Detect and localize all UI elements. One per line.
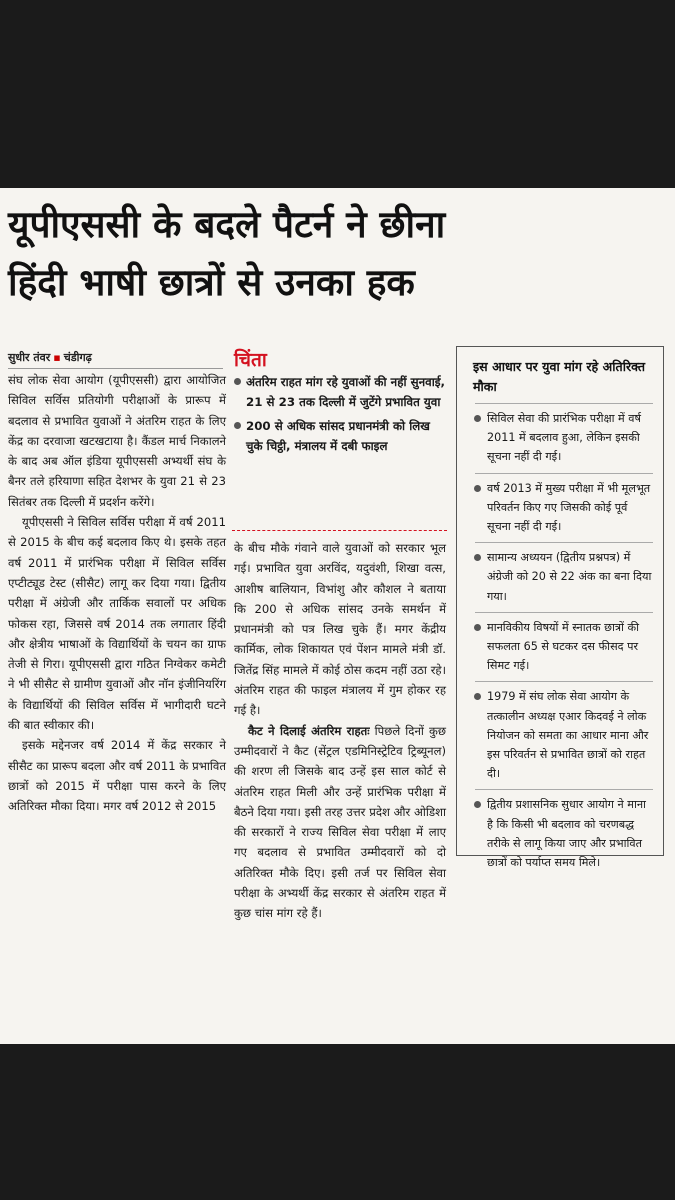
sidebar-divider xyxy=(475,542,653,543)
byline-place: चंडीगढ़ xyxy=(63,351,92,364)
sidebar-item: सामान्य अध्ययन (द्वितीय प्रश्नपत्र) में अंग्रेजी को 20 से 22 अंक का बना दिया गया। xyxy=(487,548,653,606)
byline-author: सुधीर तंवर xyxy=(8,351,51,364)
sidebar-divider xyxy=(475,789,653,790)
section-label: चिंता xyxy=(234,349,267,371)
highlights-list xyxy=(232,372,447,460)
article-paragraph: के बीच मौके गंवाने वाले युवाओं को सरकार भूल गई। प्रभावित युवा अरविंद, यदुवंशी, शिखा वत्स, आशीष बालियान, विभांशु और कौशल ने बताया कि 200 से अधिक सांसद उनके समर्थन में प्रधानमंत्री को पत्र लिख चुके हैं। मगर केंद्रीय कार्मिक, लोक शिकायत एवं पेंशन मामले मंत्री डॉ. जितेंद्र सिंह मामले में कोई ठोस कदम नहीं उठा रहे। अंतरिम राहत की फाइल मंत्रालय में गुम होकर रह गई है। xyxy=(234,541,446,718)
article-column-2 xyxy=(234,538,446,924)
byline xyxy=(8,350,223,369)
subheading: कैट ने दिलाई अंतरिम राहतः xyxy=(248,723,370,738)
sidebar-item: द्वितीय प्रशासनिक सुधार आयोग ने माना है कि किसी भी बदलाव को चरणबद्ध तरीके से लागू किया जाए और प्रभावित छात्रों को पर्याप्त समय मिले। xyxy=(487,795,653,872)
sidebar-item: 1979 में संघ लोक सेवा आयोग के तत्कालीन अध्यक्ष एआर किदवई ने लोक नियोजन को समता का आधार माना और इस परिवर्तन से प्रभावित छात्रों को राहत दी। xyxy=(487,687,653,783)
sidebar-item: सिविल सेवा की प्रारंभिक परीक्षा में वर्ष 2011 में बदलाव हुआ, लेकिन इसकी सूचना नहीं दी गई। xyxy=(487,409,653,467)
dashed-divider xyxy=(232,530,447,531)
headline xyxy=(8,196,668,312)
article-paragraph: संघ लोक सेवा आयोग (यूपीएससी) द्वारा आयोजित सिविल सर्विस प्रतियोगी परीक्षाओं के प्रारूप में बदलाव से प्रभावित युवाओं ने अंतरिम राहत के लिए केंद्र का दरवाजा खटखटाया है। कैंडल मार्च निकालने के बाद अब ऑल इंडिया यूपीएससी अभ्यर्थी संघ के बैनर तले हरियाणा सहित देशभर के युवा 21 से 23 सितंबर तक दिल्ली में प्रदर्शन करेंगे। xyxy=(8,373,226,509)
sidebar-divider xyxy=(475,612,653,613)
highlight-item: अंतरिम राहत मांग रहे युवाओं की नहीं सुनवाई, 21 से 23 तक दिल्ली में जुटेंगे प्रभावित युवा xyxy=(232,372,447,412)
sidebar-divider xyxy=(475,473,653,474)
article-paragraph: इसके मद्देनजर वर्ष 2014 में केंद्र सरकार ने सीसैट का प्रारूप बदला और वर्ष 2011 के प्रभावित छात्रों को 2015 में परीक्षा पास करने के लिए अतिरिक्त मौका दिया। मगर वर्ष 2012 से 2015 xyxy=(8,738,226,814)
sidebar-title: इस आधार पर युवा मांग रहे अतिरिक्त मौका xyxy=(473,359,646,394)
subheading-text: पिछले दिनों कुछ उम्मीदवारों ने कैट (सेंट्रल एडमिनिस्ट्रेटिव ट्रिब्यूनल) की शरण ली जिसके बाद उन्हें इस साल कोर्ट से अंतरिम राहत मिली और उन्हें प्रारंभिक परीक्षा में बैठने दिया गया। इसी तरह उत्तर प्रदेश और ओडिशा की सरकारों ने राज्य सिविल सेवा परीक्षा में लाए गए बदलाव से प्रभावित उम्मीदवारों को दो अतिरिक्त मौके दिए। इसी तर्ज पर सिविल सेवा परीक्षा के अभ्यर्थी केंद्र सरकार से अंतरिम राहत में कुछ चांस मांग रहे हैं। xyxy=(234,723,446,921)
headline-line-1: यूपीएससी के बदले पैटर्न ने छीना xyxy=(8,203,446,246)
highlight-item: 200 से अधिक सांसद प्रधानमंत्री को लिख चुके चिट्ठी, मंत्रालय में दबी फाइल xyxy=(232,416,447,456)
sidebar-box xyxy=(456,346,664,870)
sidebar-item: मानविकीय विषयों में स्नातक छात्रों की सफलता 65 से घटकर दस फीसद पर सिमट गई। xyxy=(487,618,653,676)
byline-separator-icon: ▪ xyxy=(53,351,61,364)
article-paragraph: यूपीएससी ने सिविल सर्विस परीक्षा में वर्ष 2011 से 2015 के बीच कई बदलाव किए थे। इसके तहत वर्ष 2011 में प्रारंभिक परीक्षा में सिविल सर्विस एप्टीट्यूड टेस्ट (सीसैट) लागू कर दिया गया। द्वितीय परीक्षा में अंग्रेजी और तार्किक सवालों पर अधिक फोकस रहा, जिससे वर्ष 2014 तक लगातार हिंदी और क्षेत्रीय भाषाओं के विद्यार्थियों के चयन का ग्राफ तेजी से गिरा। यूपीएससी द्वारा गठित निग्वेकर कमेटी ने भी सीसैट से ग्रामीण युवाओं और नॉन इंजीनियरिंग के विद्यार्थियों की सिविल सर्विस में भागीदारी घटने की बात स्वीकार की। xyxy=(8,515,226,733)
article-paragraph xyxy=(234,721,446,924)
sidebar-item: वर्ष 2013 में मुख्य परीक्षा में भी मूलभूत परिवर्तन किए गए जिसकी कोई पूर्व सूचना नहीं दी गई। xyxy=(487,479,653,537)
article-column-1 xyxy=(8,370,226,817)
newspaper-clipping xyxy=(0,188,675,1044)
sidebar-divider xyxy=(475,681,653,682)
sidebar-divider xyxy=(475,403,653,404)
headline-line-2: हिंदी भाषी छात्रों से उनका हक xyxy=(8,261,415,304)
